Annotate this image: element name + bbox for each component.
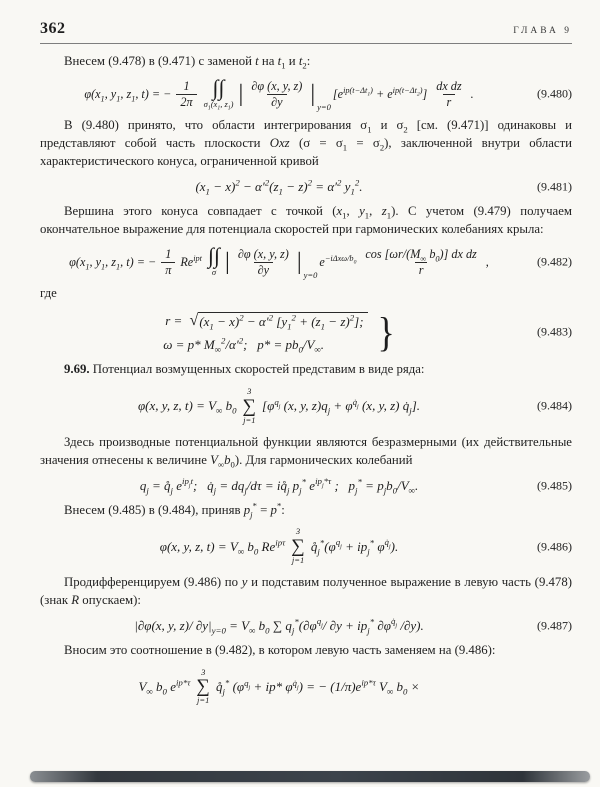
eq-481-body: $(x_1 - x)^2 - \alpha'^2(z_1 - z)^2 = \alpha'^2$ $y_1^2$. <box>195 177 363 197</box>
paragraph-3: Вершина этого конуса совпадает с точкой ($x_1$, $y_1$, $z_1$). С учетом (9.479) получаем окончательное выражение для потенциала скоростей при гармонических колебаниях крыла: <box>40 204 572 236</box>
equation-lines <box>163 312 367 353</box>
fraction-numerator: ∂φ (x, y, z) <box>251 78 303 93</box>
fraction-numerator: $\cos [\omega r/(M_\infty$ $b_0$)] dx dz <box>365 246 477 264</box>
radical <box>190 312 368 330</box>
equation-number: (9.487) <box>537 618 572 633</box>
equation-number: (9.483) <box>537 324 572 339</box>
integral-limits: σ <box>211 266 217 277</box>
summation-upper-limit: 3 <box>295 526 301 537</box>
vertical-bar: | <box>310 80 316 107</box>
eq-480-exponentials: $[e^{ip(t-\Delta t_1)} + e^{ip(t-\Delta t_2)}]$ <box>332 85 428 101</box>
fraction-numerator: dx dz <box>436 78 462 93</box>
where-label: где <box>40 286 57 301</box>
eq-482-exponential: $e^{-i\Delta x\omega/b_0}$ <box>319 253 357 269</box>
vertical-bar: | <box>238 80 244 107</box>
integral-limits: $\sigma_1(x_1$, $z_1$) <box>203 98 234 112</box>
eq-486-lhs: φ(x, y, z, $t) = V_\infty$ $b_0$ $Re^{ip\tau}$ <box>159 537 286 557</box>
summation-sign: ∑ <box>291 536 305 558</box>
summation-lower-limit: j=1 <box>243 414 256 425</box>
summation <box>291 527 305 566</box>
fraction <box>176 79 196 109</box>
partial-derivative-fraction <box>234 247 293 277</box>
eq-final-rhs: $q̊_j^*$ ($\varphi^{q_j} + ip*$ $\varphi^{q̇_j}$) = − $(1/\pi)e^{ip*\tau}$ $V_\infty$ $b_0$ × <box>215 677 420 697</box>
summation-sign: ∑ <box>196 676 210 698</box>
summation-lower-limit: j=1 <box>197 695 210 706</box>
paragraph-2: В (9.480) принято, что области интегрирования $\sigma_1$ и $\sigma_2$ [см. (9.471)] одинаковы и представляют собой часть плоскости Oxz $(\sigma = \sigma_1 = \sigma_2)$, заключенной внутри области характеристического конуса, ограниченной кривой <box>40 118 573 169</box>
equation-9-486 <box>40 527 572 566</box>
summation-upper-limit: 3 <box>201 666 206 677</box>
scan-edge-bar <box>30 771 590 782</box>
equation-9-485 <box>40 478 572 494</box>
paragraph-4: Здесь производные потенциальной функции являются безразмерными (их действительные значения отнесены к величине $V_\infty b_0$). Для гармонических колебаний <box>40 434 572 470</box>
radicand: $(x_1 - x)^2 - \alpha'^2$ $[y_1^2 + (z_1 - z)^2]$; <box>198 312 367 330</box>
right-brace: } <box>377 309 395 356</box>
fraction <box>361 247 480 277</box>
summation <box>196 668 210 707</box>
fraction-numerator: 1 <box>165 246 172 261</box>
equation-9-481 <box>40 179 572 195</box>
chapter-label: ГЛАВА 9 <box>513 26 572 36</box>
paragraph-1: Внесем (9.478) в (9.471) с заменой t на $t_1$ и $t_2$: <box>64 54 311 71</box>
eq-484-lhs: φ(x, y, z, $t) = V_\infty$ $b_0$ <box>137 398 237 417</box>
fraction-denominator: ∂y <box>267 94 286 110</box>
eq-480-lhs: $\varphi(x_1$, $y_1$, $z_1$, t) = − <box>84 86 172 104</box>
equation-number: (9.486) <box>537 539 572 554</box>
equation-final <box>40 668 572 707</box>
eq-483-lhs: r = <box>165 312 186 328</box>
equation-9-482 <box>40 242 572 280</box>
equation-number: (9.485) <box>537 478 572 492</box>
fraction-denominator: 2π <box>176 94 196 110</box>
radical-sign: √ <box>189 311 199 329</box>
fraction-numerator: ∂φ (x, y, z) <box>237 246 289 261</box>
paragraph-5: Внесем (9.485) в (9.484), приняв $p_j^* = p^*$: <box>64 500 285 520</box>
real-part-operator: $Re^{ipt}$ <box>180 253 202 269</box>
equation-number: (9.480) <box>537 86 572 101</box>
equation-number: (9.481) <box>537 179 572 194</box>
equation-9-484 <box>40 387 572 426</box>
eq-483-line-2: ω = p* $M_\infty^2/\alpha'^2$; $p* = pb_0/V_\infty$. <box>163 335 325 355</box>
equation-9-487 <box>40 618 572 634</box>
eq-486-rhs: $q̊_j^*(\varphi^{q_j} + ip_j^*$ $\varphi^{q̇_j}$). <box>310 537 399 557</box>
summation-sign: ∑ <box>242 395 257 417</box>
fraction-denominator: r <box>415 262 428 278</box>
partial-derivative-fraction <box>247 79 306 109</box>
paragraph-9-69: 9.69. Потенциал возмущенных скоростей представим в виде ряда: <box>64 362 425 377</box>
fraction-denominator: π <box>161 262 175 278</box>
paragraph-6: Продифференцируем (9.486) по y и подставим полученное выражение в левую часть (9.478) (знак R опускаем): <box>40 574 572 607</box>
eq-484-rhs: [$\varphi^{q_j}$ (x, y, $z)q_j + \varphi^{q̇_j}$ (x, y, z) $q̇_j$]. <box>262 397 421 417</box>
vertical-bar: | <box>296 248 302 275</box>
evaluation-bar: | y=0 <box>310 80 331 112</box>
fraction <box>161 247 175 277</box>
integral-sign: ∫∫ <box>207 242 221 268</box>
integral-sign: ∫∫ <box>212 74 225 100</box>
fraction-denominator: r <box>443 94 456 110</box>
evaluation-bar: | y=0 <box>296 248 318 280</box>
eq-final-lhs: $V_\infty$ $b_0$ $e^{ip*\tau}$ <box>138 677 191 697</box>
double-integral <box>207 242 221 277</box>
vertical-bar: | <box>225 248 230 275</box>
page-header <box>40 20 572 44</box>
eq-483-line-1 <box>163 312 367 330</box>
summation <box>243 387 257 426</box>
equation-number: (9.484) <box>537 398 572 413</box>
eq-482-lhs: $\varphi(x_1$, $y_1$, $z_1$, t) = − <box>69 254 157 272</box>
equation-number: (9.482) <box>537 254 572 269</box>
eq-482-tail: , <box>485 254 489 269</box>
fraction-numerator: 1 <box>183 78 190 93</box>
eq-487-body: |∂φ(x, y, z)/ $\partial y|_{y=0} = V_\infty$ $b_0$ ∑ $q_j^*(\partial\varphi^{q_j}/$ $\partial y + ip_j^*$ $\partial\varphi^{q̇_j}$ /∂y). <box>134 616 424 636</box>
equation-9-483 <box>40 309 572 356</box>
paragraph-7: Вносим это соотношение в (9.482), в котором левую часть заменяем на (9.486): <box>64 642 496 657</box>
summation-upper-limit: 3 <box>247 386 252 397</box>
fraction <box>432 79 465 109</box>
double-integral <box>203 74 234 112</box>
eq-485-body: $q_j$ = $q̊_j$ $e^{ip_jt}$; $q̇_j = dq_j/d\tau$ = $iq̊_j$ $p_j^*$ $e^{ip_j*\tau}$ ; $p_j^* = p_jb_0/V_\infty$. <box>139 476 419 496</box>
eq-480-tail: . <box>470 86 474 101</box>
fraction-denominator: ∂y <box>254 262 273 278</box>
equation-9-480 <box>40 74 572 112</box>
summation-lower-limit: j=1 <box>291 555 305 566</box>
page-number: 362 <box>40 20 66 37</box>
